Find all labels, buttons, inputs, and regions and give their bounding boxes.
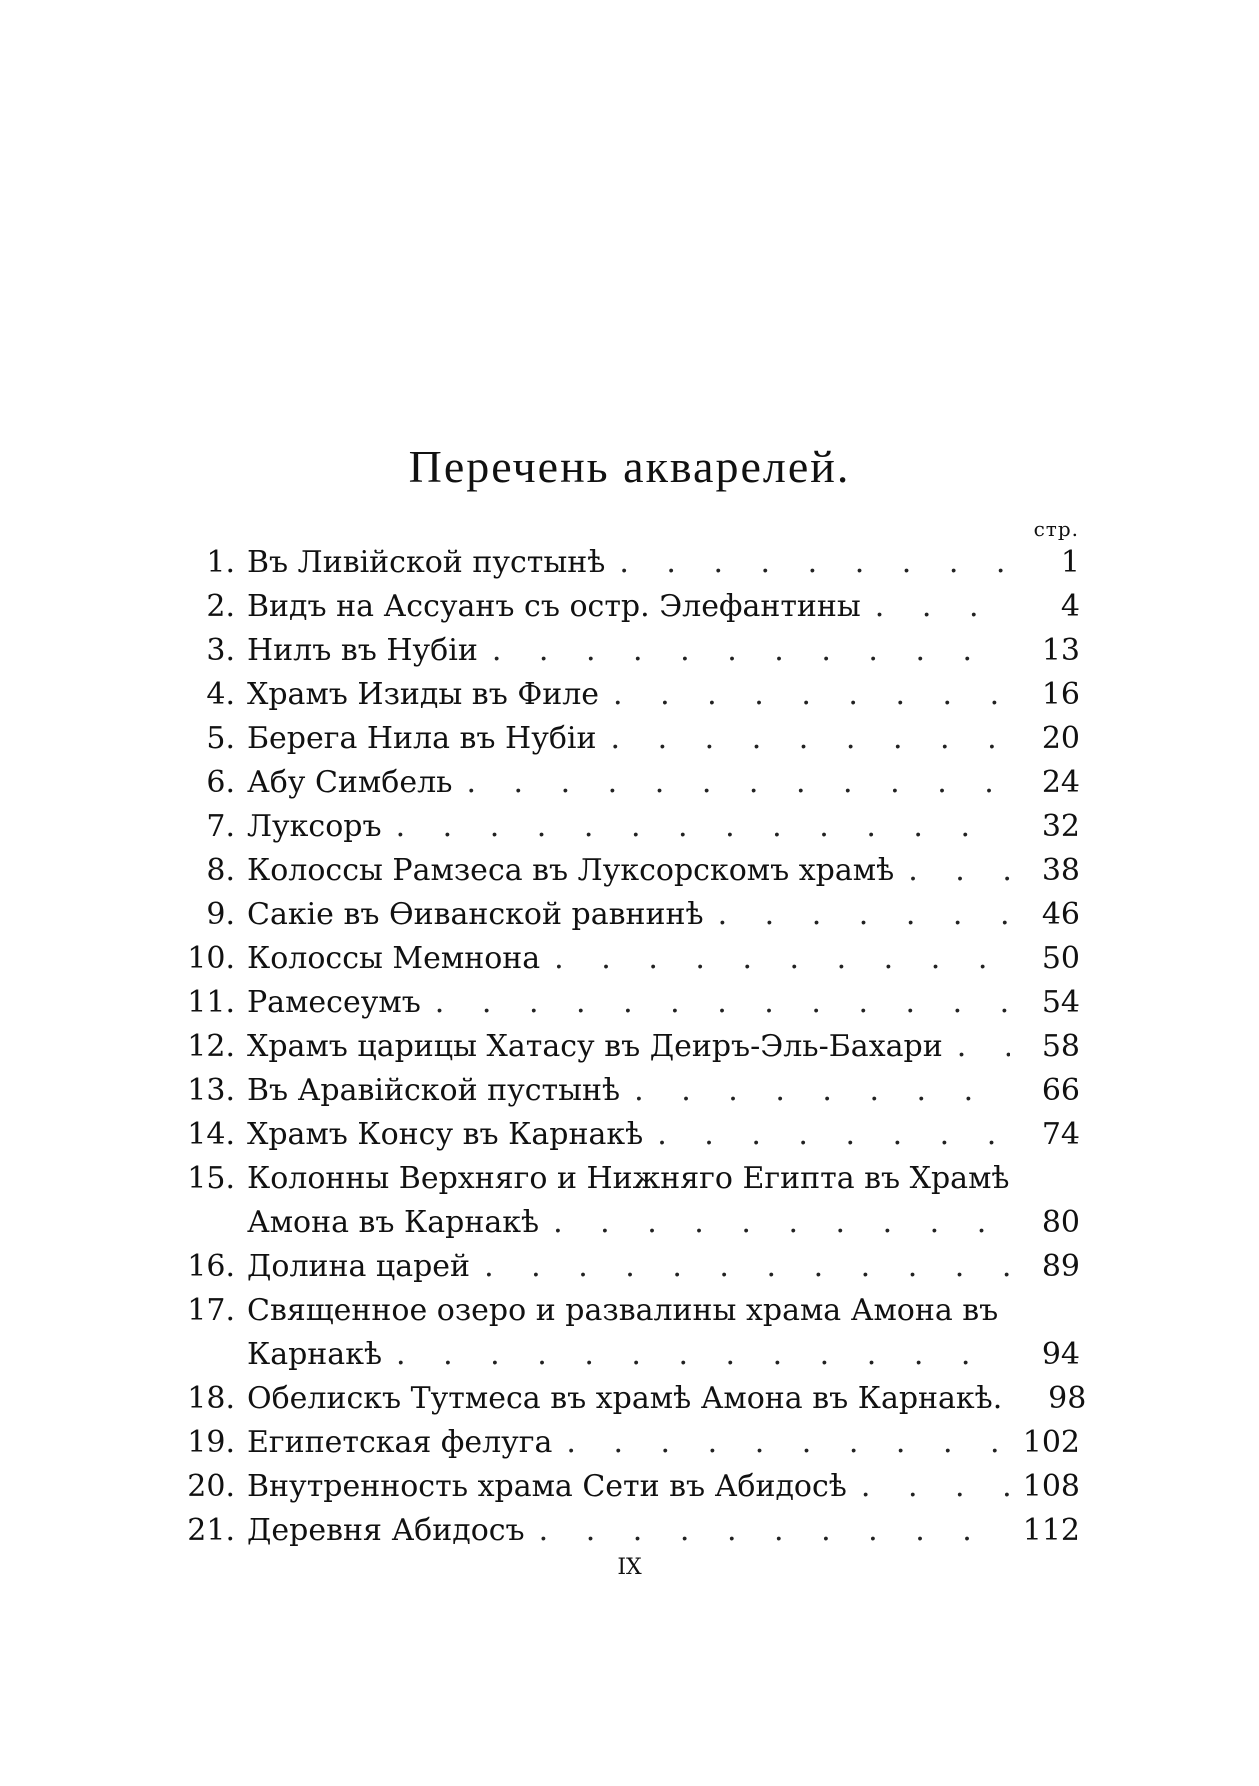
toc-entry	[165, 629, 1080, 673]
dot-leader	[611, 717, 1010, 761]
entry-title: Долина царей	[247, 1249, 471, 1284]
toc-entry	[165, 1509, 1080, 1553]
entry-page-number: 108	[1022, 1469, 1080, 1504]
entry-number: 4.	[206, 677, 235, 712]
toc-entry	[165, 761, 1080, 805]
dot-leader	[396, 805, 1010, 849]
entry-number: 12.	[187, 1029, 235, 1064]
dot-leader	[484, 1245, 1010, 1289]
dot-leader	[634, 1069, 1010, 1113]
entry-number: 5.	[206, 721, 235, 756]
entry-number: 20.	[187, 1469, 235, 1504]
entry-number: 2.	[206, 589, 235, 624]
dot-leader	[908, 849, 1010, 893]
entry-number: 7.	[206, 809, 235, 844]
entry-title: Внутренность храма Сети въ Абидосѣ	[247, 1469, 847, 1504]
entry-page-number: 32	[1041, 809, 1080, 844]
entry-title: Луксоръ	[247, 809, 382, 844]
entry-page-number: 94	[1041, 1337, 1080, 1372]
dot-leader	[539, 1509, 1010, 1553]
dot-leader	[619, 541, 1010, 585]
entry-page-number: 66	[1041, 1073, 1080, 1108]
entry-page-number: 16	[1041, 677, 1080, 712]
entry-number: 3.	[206, 633, 235, 668]
entry-title: Храмъ Консу въ Карнакѣ	[247, 1117, 644, 1152]
entry-page-number: 50	[1041, 941, 1080, 976]
entry-page-number: 46	[1041, 897, 1080, 932]
entry-title: Видъ на Ассуанъ съ остр. Элефантины	[247, 589, 861, 624]
toc-entry	[165, 717, 1080, 761]
entry-title: Нилъ въ Нубіи	[247, 633, 478, 668]
entry-number: 1.	[206, 545, 235, 580]
entry-number: 14.	[187, 1117, 235, 1152]
entry-title: Храмъ Изиды въ Филе	[247, 677, 600, 712]
entry-number: 13.	[187, 1073, 235, 1108]
dot-leader	[718, 893, 1010, 937]
toc-entry	[165, 1025, 1080, 1069]
entry-page-number: 20	[1041, 721, 1080, 756]
toc-entry	[165, 805, 1080, 849]
dot-leader	[466, 761, 1010, 805]
dot-leader	[875, 585, 1010, 629]
toc-entry	[165, 1289, 1080, 1333]
entry-number: 18.	[187, 1381, 235, 1416]
dot-leader	[657, 1113, 1010, 1157]
table-of-contents	[165, 541, 1087, 1553]
toc-entry	[165, 1201, 1080, 1245]
entry-page-number: 98	[1048, 1381, 1087, 1416]
toc-entry	[165, 1069, 1080, 1113]
entry-title: Колонны Верхняго и Нижняго Египта въ Храмѣ	[247, 1161, 1010, 1196]
entry-page-number: 13	[1041, 633, 1080, 668]
toc-entry	[165, 1113, 1080, 1157]
entry-number: 8.	[206, 853, 235, 888]
toc-entry	[165, 541, 1080, 585]
entry-number: 19.	[187, 1425, 235, 1460]
toc-entry	[165, 937, 1080, 981]
entry-page-number: 80	[1041, 1205, 1080, 1240]
entry-number: 11.	[187, 985, 235, 1020]
entry-page-number: 58	[1041, 1029, 1080, 1064]
entry-title: Священное озеро и развалины храма Амона въ	[247, 1293, 999, 1328]
toc-entry	[165, 981, 1080, 1025]
entry-title: Абу Симбель	[247, 765, 453, 800]
entry-number: 16.	[187, 1249, 235, 1284]
entry-title: Египетская фелуга	[247, 1425, 553, 1460]
toc-entry	[165, 849, 1080, 893]
entry-number: 10.	[187, 941, 235, 976]
entry-page-number: 112	[1022, 1513, 1080, 1548]
toc-entry	[165, 893, 1080, 937]
dot-leader	[566, 1421, 1010, 1465]
toc-entry	[165, 1333, 1080, 1377]
entry-title: Берега Нила въ Нубіи	[247, 721, 597, 756]
entry-number: 15.	[187, 1161, 235, 1196]
page-column-header: стр.	[1033, 517, 1079, 541]
entry-number: 6.	[206, 765, 235, 800]
entry-title: Колоссы Мемнона	[247, 941, 541, 976]
dot-leader	[957, 1025, 1010, 1069]
toc-entry	[165, 1157, 1080, 1201]
entry-page-number: 4	[1060, 589, 1080, 624]
entry-title: Сакіе въ Ѳиванской равнинѣ	[247, 897, 704, 932]
entry-number: 17.	[187, 1293, 235, 1328]
dot-leader	[861, 1465, 1010, 1509]
entry-title: Храмъ царицы Хатасу въ Деиръ-Эль-Бахари	[247, 1029, 943, 1064]
toc-entry	[165, 1465, 1080, 1509]
dot-leader	[553, 1201, 1010, 1245]
entry-page-number: 54	[1041, 985, 1080, 1020]
entry-page-number: 24	[1041, 765, 1080, 800]
entry-title: Въ Аравійской пустынѣ	[247, 1073, 621, 1108]
entry-page-number: 1	[1060, 545, 1080, 580]
page-title: Перечень акварелей.	[408, 441, 851, 492]
entry-page-number: 89	[1041, 1249, 1080, 1284]
dot-leader	[396, 1333, 1010, 1377]
entry-page-number: 74	[1041, 1117, 1080, 1152]
entry-title: Рамесеумъ	[247, 985, 421, 1020]
toc-entry	[165, 1245, 1080, 1289]
entry-number: 21.	[187, 1513, 235, 1548]
toc-entry	[165, 1377, 1087, 1421]
page-number: IX	[617, 1555, 642, 1580]
toc-entry	[165, 1421, 1080, 1465]
entry-title: Колоссы Рамзеса въ Луксорскомъ храмѣ	[247, 853, 895, 888]
dot-leader	[613, 673, 1010, 717]
dot-leader	[435, 981, 1010, 1025]
dot-leader	[492, 629, 1010, 673]
entry-title: Въ Ливійской пустынѣ	[247, 545, 606, 580]
toc-entry	[165, 585, 1080, 629]
toc-entry	[165, 673, 1080, 717]
entry-title: Амона въ Карнакѣ	[247, 1205, 540, 1240]
entry-number: 9.	[206, 897, 235, 932]
entry-title: Обелискъ Тутмеса въ храмѣ Амона въ Карнакѣ.	[247, 1381, 1003, 1416]
entry-page-number: 38	[1041, 853, 1080, 888]
entry-page-number: 102	[1022, 1425, 1080, 1460]
entry-title: Карнакѣ	[247, 1337, 383, 1372]
entry-title: Деревня Абидосъ	[247, 1513, 525, 1548]
dot-leader	[554, 937, 1010, 981]
